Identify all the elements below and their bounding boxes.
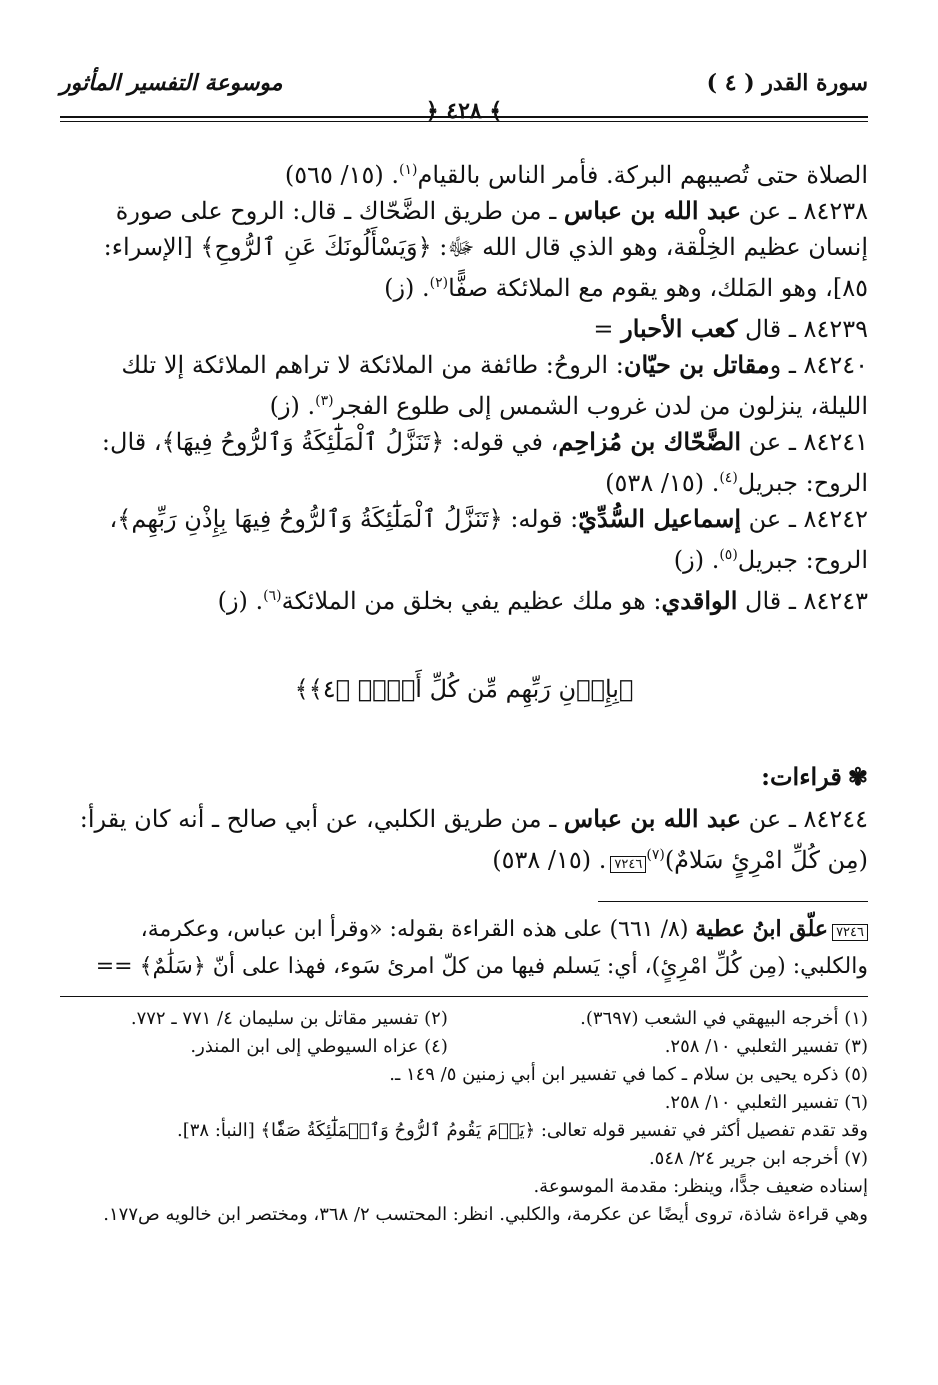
footnote-ref: (١) [399,162,418,178]
footnote-6: (٦) تفسير الثعلبي ١٠/ ٢٥٨. [664,1092,868,1113]
footnote-6-note: وقد تقدم تفصيل أكثر في تفسير قوله تعالى: ﴿يَوۡمَ يَقُومُ ٱلرُّوحُ وَٱلۡمَلَٰٓئِكَةُ صَفّٗا﴾ [النبأ: ٣٨]. [177,1120,868,1141]
footnotes-grid [60,1005,868,1061]
paragraph-84244: ٨٤٢٤٤ ـ عن عبد الله بن عباس ـ من طريق الكلبي، عن أبي صالح ـ أنه كان يقرأ: (مِن كُلِّ امْرِئٍ سَلامٌ)$^{(٧)}$٧٢٤٦. (١٥/ ٥٣٨) [79,804,868,874]
page-header [60,70,868,124]
paragraph-84241: ٨٤٢٤١ ـ عن الضَّحّاك بن مُزاحِم، في قوله: ﴿تَنَزَّلُ ٱلْمَلَٰٓئِكَةُ وَٱلرُّوحُ فِيهَا﴾، قال: الروح: جبريل$^{(٤)}$. (١٥/ ٥٣٨) [101,427,868,497]
paragraph-84240: ٨٤٢٤٠ ـ ومقاتل بن حيّان: الروحُ: طائفة من الملائكة لا تراهم الملائكة إلا تلك الليلة، ينزلون من لدن غروب الشمس إلى طلوع الفجر$^{(٣)}$. (ز) [121,350,868,420]
quran-verse: ﴿بِإِذۡنِ رَبِّهِم مِّن كُلِّ أَمۡرٖ ﴿٤﴾﴾ [294,675,634,703]
footnotes-separator [60,996,868,997]
footnote-4: (٤) عزاه السيوطي إلى ابن المنذر. [190,1036,448,1057]
flower-star-icon: ✾ [847,762,868,791]
header-rule [60,116,868,122]
footnote-ref: (٣) [315,393,334,409]
main-text [60,152,868,1229]
page [60,70,868,1229]
paragraph-84238: ٨٤٢٣٨ ـ عن عبد الله بن عباس ـ من طريق الضَّحّاك ـ قال: الروح على صورة إنسان عظيم الخِلْقة، وهو الذي قال الله ﷻ: ﴿وَيَسْأَلُونَكَ عَنِ ٱلرُّوحِ﴾ [الإسراء: ٨٥]، وهو المَلك، وهو يقوم مع الملائكة صفًّا$^{(٢)}$. (ز) [103,196,868,302]
footnote-7-note-b: وهي قراءة شاذة، تروى أيضًا عن عكرمة، والكلبي. انظر: المحتسب ٢/ ٣٦٨، ومختصر ابن خالويه ص١٧٧. [103,1204,868,1225]
series-title: موسوعة التفسير المأثور [60,70,283,96]
footnote-5: (٥) ذكره يحيى بن سلام ـ كما في تفسير ابن أبي زمنين ٥/ ١٤٩ ـ. [389,1064,868,1085]
footnote-3: (٣) تفسير الثعلبي ١٠/ ٢٥٨. [664,1036,868,1057]
footnote-ref: (٥) [719,547,738,563]
readings-heading: ✾قراءات: [761,762,868,791]
footnote-7: (٧) أخرجه ابن جرير ٢٤/ ٥٤٨. [648,1148,868,1169]
footnote-ref: (٢) [429,275,449,291]
paragraph-84242: ٨٤٢٤٢ ـ عن إسماعيل السُّدِّيّ: قوله: ﴿تَنَزَّلُ ٱلْمَلَٰٓئِكَةُ وَٱلرُّوحُ فِيهَا بِإِذْنِ رَبِّهِم﴾، الروح: جبريل$^{(٥)}$. (ز) [109,504,868,574]
footnote-ref: (٧) [646,847,665,863]
footnote-7-note-a: إسناده ضعيف جدًّا، وينظر: مقدمة الموسوعة. [533,1176,868,1197]
commentary-ref-box: ٧٢٤٦ [610,856,646,873]
surah-title: سورة القدر ( ٤ ) [706,70,868,96]
commentary: ٧٢٤٦علّق ابنُ عطية (٨/ ٦٦١) على هذه القراءة بقوله: «وقرأ ابن عباس، وعكرمة، والكلبي: (مِن كُلِّ امْرِئٍ)، أي: يَسلم فيها من كلّ امرئ سَوء، فهذا على أنّ ﴿سَلَٰمٌ﴾ == [95,916,868,979]
footnote-ref: (٤) [719,470,738,486]
footnote-2: (٢) تفسير مقاتل بن سليمان ٤/ ٧٧١ ـ ٧٧٢. [130,1008,448,1029]
commentary-separator [598,901,868,902]
paragraph-84243: ٨٤٢٤٣ ـ قال الواقدي: هو ملك عظيم يفي بخلق من الملائكة$^{(٦)}$. (ز) [217,586,868,615]
paragraph-0: الصلاة حتى تُصيبهم البركة. فأمر الناس بالقيام$^{(١)}$. (١٥/ ٥٦٥) [284,161,868,189]
page-number: ﴿ ٤٢٨ ﴾ [425,98,503,124]
footnote-1: (١) أخرجه البيهقي في الشعب (٣٦٩٧). [580,1008,868,1029]
footnote-ref: (٦) [263,588,282,604]
paragraph-84239: ٨٤٢٣٩ ـ قال كعب الأحبار = [593,314,868,343]
commentary-ref-box: ٧٢٤٦ [832,924,868,941]
